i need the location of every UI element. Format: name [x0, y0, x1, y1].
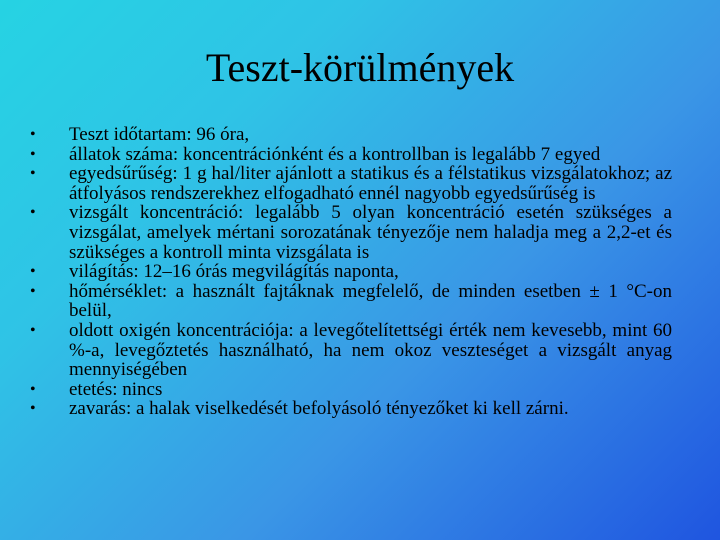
bullet-icon: •: [30, 145, 36, 163]
bullet-icon: •: [30, 263, 36, 281]
bullet-icon: •: [30, 126, 36, 143]
bullet-icon: •: [30, 400, 36, 418]
bullet-icon: •: [30, 204, 36, 222]
list-item-text: hőmérséklet: a használt fajtáknak megfelelő, de minden esetben ± 1 °C-on belül,: [69, 280, 672, 322]
list-item-text: zavarás: a halak viselkedését befolyásoló tényezőket ki kell zárni.: [69, 398, 569, 420]
list-item-text: etetés: nincs: [69, 378, 163, 400]
list-item-text: egyedsűrűség: 1 g hal/liter ajánlott a statikus és a félstatikus vizsgálatokhoz; az átfolyásos rendszerekhez elfogadható ennél nagyobb egyedsűrűség is: [69, 163, 672, 204]
list-item-text: állatok száma: koncentrációnként és a kontrollban is legalább 7 egyed: [69, 143, 601, 165]
list-item: [30, 399, 672, 419]
list-item: [30, 321, 672, 380]
list-item-text: vizsgált koncentráció: legalább 5 olyan koncentráció esetén szükséges a vizsgálat, amelyek mértani sorozatának tényezője nem haladja meg a 2,2-et és szükséges a kontroll minta vizsgálata is: [69, 202, 672, 263]
bullet-icon: •: [30, 321, 36, 339]
list-item: [30, 125, 672, 145]
list-item: [30, 203, 672, 262]
list-item: [30, 380, 672, 400]
bullet-list: [30, 125, 672, 419]
list-item: [30, 262, 672, 282]
list-item: [30, 164, 672, 203]
list-item: [30, 282, 672, 321]
list-item: [30, 145, 672, 165]
bullet-icon: •: [30, 380, 36, 398]
list-item-text: világítás: 12–16 órás megvilágítás naponta,: [69, 261, 399, 283]
slide-title: Teszt-körülmények: [205, 45, 515, 90]
list-item-text: Teszt időtartam: 96 óra,: [69, 124, 250, 145]
bullet-icon: •: [30, 165, 36, 183]
list-item-text: oldott oxigén koncentrációja: a levegőtelítettségi érték nem kevesebb, mint 60 %-a, levegőztetés használható, ha nem okoz veszteséget a vizsgált anyag mennyiségében: [69, 319, 672, 381]
bullet-icon: •: [30, 282, 36, 300]
